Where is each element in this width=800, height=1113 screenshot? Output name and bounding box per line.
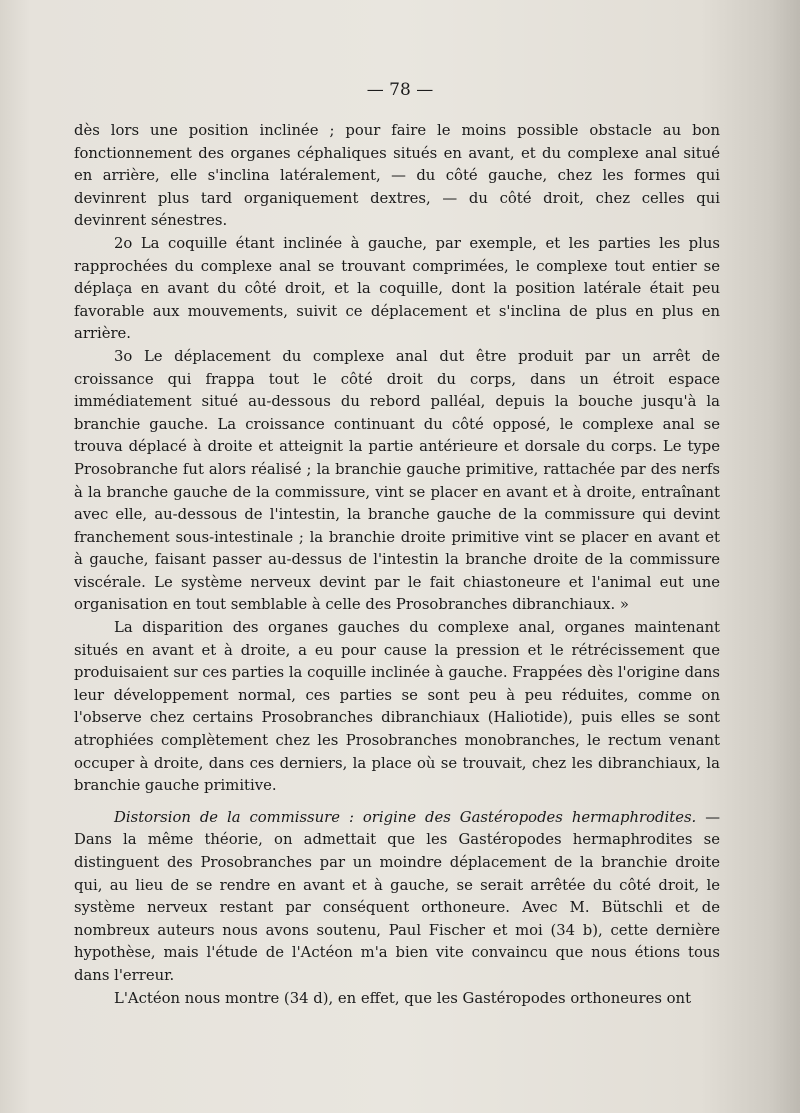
- section-heading: Distorsion de la commissure : origine des Gastéropodes hermaphrodites.: [114, 808, 697, 826]
- paragraph-5: [74, 807, 720, 988]
- paragraph-5-text: — Dans la même théorie, on admettait que les Gastéropodes hermaphrodites se distinguent des Prosobranches par un moindre déplacement de la branchie droite qui, au lieu de se rendre en avant et à gauche, se serait arrêtée du côté droit, le système nerveux restant par conséquent orthoneure. Avec M. Bütschli et de nombreux auteurs nous avons soutenu, Paul Fischer et moi (34 b), cette dernière hypothèse, mais l'étude de l'Actéon m'a bien vite convaincu que nous étions tous dans l'erreur.: [74, 808, 720, 984]
- body-text: [74, 120, 720, 1010]
- paragraph-4: La disparition des organes gauches du complexe anal, organes maintenant situés en avant et à droite, a eu pour cause la pression et le rétrécissement que produisaient sur ces parties la coquille inclinée à gauche. Frappées dès l'origine dans leur développement normal, ces parties se sont peu à peu réduites, comme on l'observe chez certains Prosobranches dibranchiaux (Haliotide), puis elles se sont atrophiées complètement chez les Prosobranches monobranches, le rectum venant occuper à droite, dans ces derniers, la place où se trouvait, chez les dibranchiaux, la branchie gauche primitive.: [74, 619, 720, 795]
- paragraph-6: L'Actéon nous montre (34 d), en effet, que les Gastéropodes orthoneures ont: [114, 989, 692, 1007]
- paragraph-3: 3o Le déplacement du complexe anal dut être produit par un arrêt de croissance qui frappa tout le côté droit du corps, dans un étroit espace immédiatement situé au-dessous du rebord palléal, depuis la bouche jusqu'à la branchie gauche. La croissance continuant du côté opposé, le complexe anal se trouva déplacé à droite et atteignit la partie antérieure et dorsale du corps. Le type Prosobranche fut alors réalisé ; la branchie gauche primitive, rattachée par des nerfs à la branche gauche de la commissure, vint se placer en avant et à droite, entraînant avec elle, au-dessous de l'intestin, la branche gauche de la commissure qui devint franchement sous-intestinale ; la branchie droite primitive vint se placer en avant et à gauche, faisant passer au-dessus de l'intestin la branche droite de la commissure viscérale. Le système nerveux devint par le fait chiastoneure et l'animal eut une organisation en tout semblable à celle des Prosobranches dibranchiaux. »: [74, 347, 720, 614]
- paragraph-2: 2o La coquille étant inclinée à gauche, par exemple, et les parties les plus rapprochées du complexe anal se trouvant comprimées, le complexe tout entier se déplaça en avant du côté droit, et la coquille, dont la position latérale était peu favorable aux mouvements, suivit ce déplacement et s'inclina de plus en plus en arrière.: [74, 234, 720, 343]
- page-number: — 78 —: [366, 80, 434, 100]
- paragraph-1: dès lors une position inclinée ; pour faire le moins possible obstacle au bon fonctionnement des organes céphaliques situés en avant, et du complexe anal situé en arrière, elle s'inclina latéralement, — du côté gauche, chez les formes qui devinrent plus tard organiquement dextres, — du côté droit, chez celles qui devinrent sénestres.: [74, 122, 720, 230]
